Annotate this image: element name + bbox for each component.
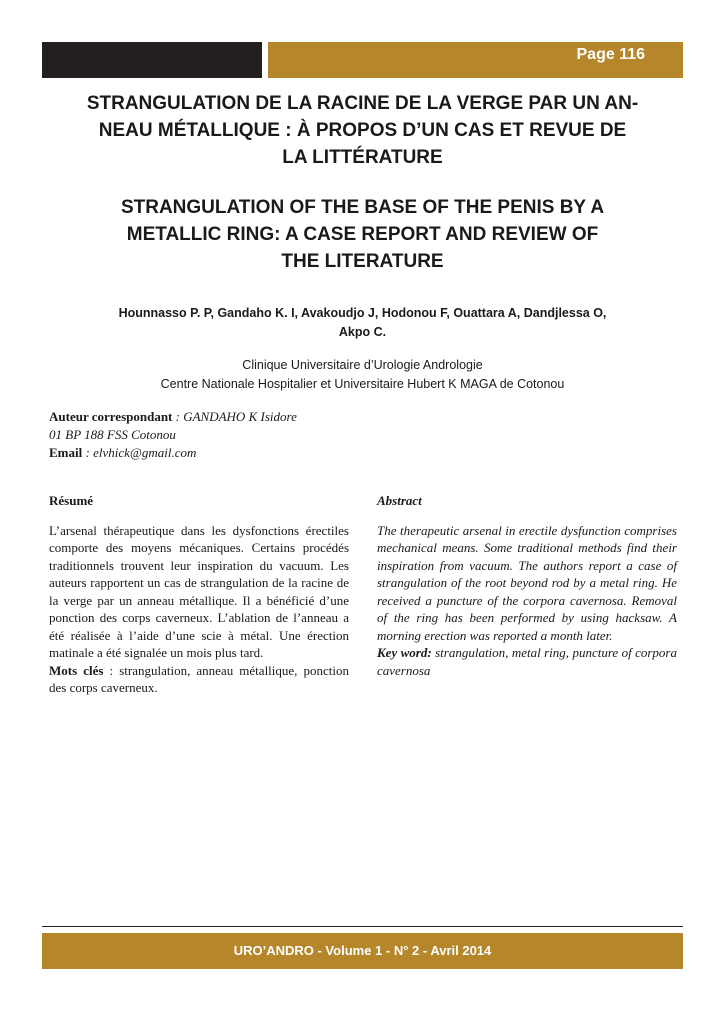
affiliation [40,356,685,394]
corr-label: Auteur correspondant [49,409,173,424]
keywords-text: : strangulation, anneau métallique, ponction des corps caverneux. [49,662,349,695]
corr-address: 01 BP 188 FSS Cotonou [49,427,176,442]
keywords-label: Mots clés [49,662,104,678]
resume-column [49,492,349,697]
email-label: Email [49,445,83,460]
abstract-body: The therapeutic arsenal in erectile dysfunction comprises mechanical means. Some traditional methods find their inspiration from vacuum. The authors report a case of strangulation of the root beyond rod by a metal ring. He received a puncture of the corpora cavernosa. Removal of the ring has been performed by using hacksaw. A morning erection was reported a month later. [377,522,677,643]
footer-rule-top [42,926,683,927]
title-english [40,194,685,275]
title-english-line: METALLIC RING: A CASE REPORT AND REVIEW OF [126,224,599,245]
abstract-column [377,492,677,679]
author-line: Akpo C. [338,325,387,339]
title-english-line: STRANGULATION OF THE BASE OF THE PENIS BY A [120,197,605,218]
resume-body: L’arsenal thérapeutique dans les dysfonctions érectiles comporte des moyens mécaniques. Certains procédés traditionnels trouvent leur inspiration du vacuum. Les auteurs rapportent un cas de strangulation de la racine de la verge par un anneau métallique. Il a bénéficié d’une ponction des corps caverneux. L’ablation de l’anneau a été réalisée à l’aide d’une scie à métal. Une érection matinale a été signalée un mois plus tard. [49,522,349,660]
email-address[interactable]: : elvhick@gmail.com [82,445,197,460]
keywords-text: strangulation, metal ring, puncture of corpora cavernosa [377,645,677,678]
affiliation-line: Centre Nationale Hospitalier et Universitaire Hubert K MAGA de Cotonou [160,377,565,391]
title-french-line: LA LITTÉRATURE [282,147,443,168]
author-list [60,304,665,342]
header-dark-bar [42,42,262,78]
title-french [40,90,685,171]
affiliation-line: Clinique Universitaire d’Urologie Andrologie [242,358,483,372]
page-number: Page 116 [576,46,645,63]
keywords-label: Key word: [377,645,432,660]
resume-heading: Résumé [49,493,94,508]
author-line: Hounnasso P. P, Gandaho K. I, Avakoudjo J, Hodonou F, Ouattara A, Dandjlessa O, [118,306,607,320]
resume-keywords [49,662,349,697]
title-english-line: THE LITERATURE [281,251,444,272]
correspondence-block [49,408,297,462]
abstract-heading: Abstract [377,493,422,508]
footer-bar [42,933,683,969]
title-french-line: STRANGULATION DE LA RACINE DE LA VERGE PAR UN AN- [86,93,639,114]
abstract-keywords [377,644,677,679]
title-french-line: NEAU MÉTALLIQUE : À PROPOS D’UN CAS ET REVUE DE [98,120,627,141]
corr-name: : GANDAHO K Isidore [172,409,297,424]
footer-text: URO’ANDRO - Volume 1 - N° 2 - Avril 2014 [233,943,492,958]
